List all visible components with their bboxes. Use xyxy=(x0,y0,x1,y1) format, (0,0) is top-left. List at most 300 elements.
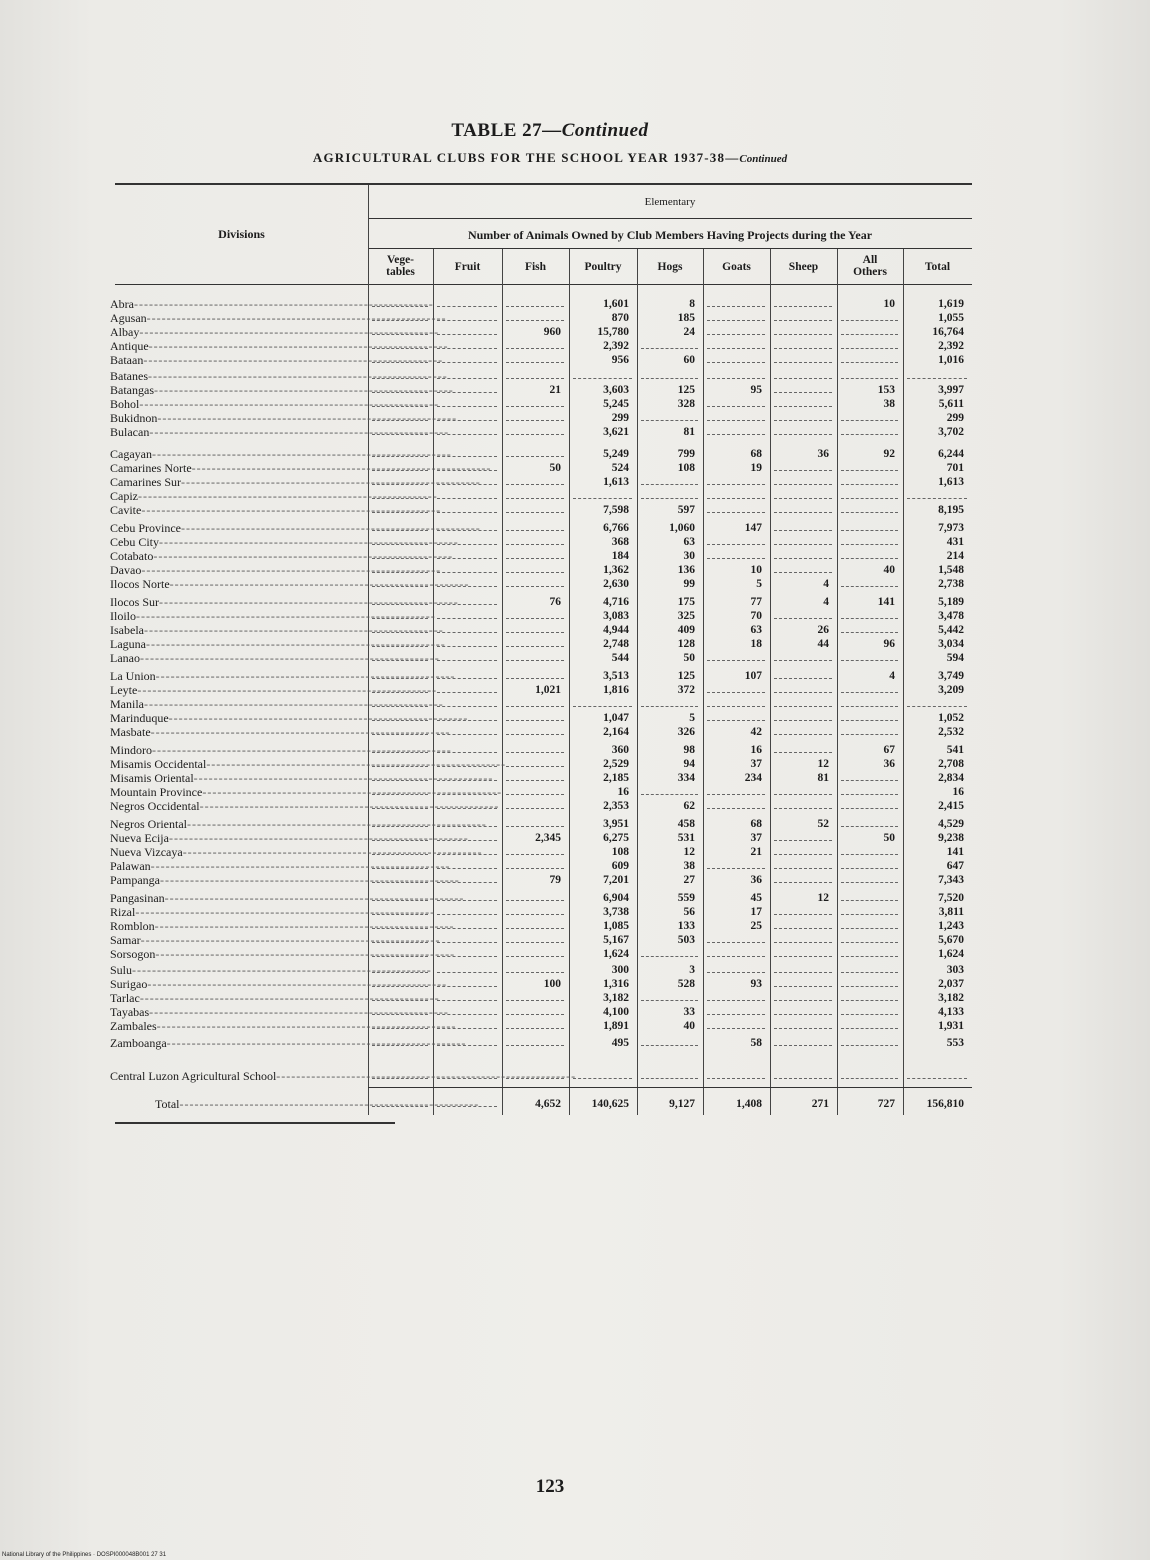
empty-cell-dash xyxy=(774,734,832,735)
data-cell: 325 xyxy=(677,610,695,622)
empty-cell-dash xyxy=(841,618,898,619)
empty-cell-dash xyxy=(437,826,497,827)
empty-cell-dash xyxy=(372,766,428,767)
empty-cell-dash xyxy=(372,348,428,349)
empty-cell-dash xyxy=(437,306,497,307)
division-name: Iloilo xyxy=(110,609,136,623)
data-cell: 1,055 xyxy=(938,312,964,324)
data-cell: 495 xyxy=(611,1037,629,1049)
division-label xyxy=(110,521,481,535)
data-cell: 300 xyxy=(611,964,629,976)
division-label xyxy=(110,651,440,665)
empty-cell-dash xyxy=(506,826,564,827)
empty-cell-dash xyxy=(372,972,428,973)
empty-cell-dash xyxy=(907,706,967,707)
empty-cell-dash xyxy=(437,780,497,781)
empty-cell-dash xyxy=(437,1106,497,1107)
empty-cell-dash xyxy=(372,660,428,661)
empty-cell-dash xyxy=(707,1014,765,1015)
division-label xyxy=(110,947,456,961)
data-cell: 141 xyxy=(877,596,895,608)
leader-dots: ------------------------------------------------------------ xyxy=(143,353,444,367)
column-header: All Others xyxy=(853,254,887,278)
empty-cell-dash xyxy=(774,320,832,321)
division-name: Negros Oriental xyxy=(110,817,187,831)
data-cell: 1,052 xyxy=(938,712,964,724)
empty-cell-dash xyxy=(774,558,832,559)
empty-cell-dash xyxy=(774,928,832,929)
empty-cell-dash xyxy=(774,972,832,973)
division-label xyxy=(110,1005,449,1019)
empty-cell-dash xyxy=(506,586,564,587)
empty-cell-dash xyxy=(841,1045,898,1046)
data-cell: 96 xyxy=(883,638,895,650)
empty-cell-dash xyxy=(437,900,497,901)
empty-cell-dash xyxy=(372,868,428,869)
data-cell: 30 xyxy=(683,550,695,562)
division-name: Sorsogon xyxy=(110,947,156,961)
empty-cell-dash xyxy=(774,470,832,471)
division-label xyxy=(110,873,460,887)
empty-cell-dash xyxy=(437,498,497,499)
data-cell: 2,185 xyxy=(603,772,629,784)
empty-cell-dash xyxy=(841,348,898,349)
data-cell: 7,973 xyxy=(938,522,964,534)
empty-cell-dash xyxy=(372,362,428,363)
division-name: Marinduque xyxy=(110,711,169,725)
column-header: Total xyxy=(924,261,951,273)
data-cell: 95 xyxy=(750,384,762,396)
leader-dots: ------------------------------------------------------------ xyxy=(181,475,481,489)
data-cell: 1,021 xyxy=(535,684,561,696)
empty-cell-dash xyxy=(437,678,497,679)
page-number: 123 xyxy=(535,1476,565,1497)
division-label xyxy=(110,859,451,873)
empty-cell-dash xyxy=(774,1000,832,1001)
division-label xyxy=(110,1097,480,1111)
empty-cell-dash xyxy=(437,646,497,647)
division-name: Nueva Ecija xyxy=(110,831,169,845)
empty-cell-dash xyxy=(774,434,832,435)
data-cell: 79 xyxy=(549,874,561,886)
empty-cell-dash xyxy=(437,794,497,795)
division-name: Zamboanga xyxy=(110,1036,167,1050)
empty-cell-dash xyxy=(372,752,428,753)
empty-cell-dash xyxy=(372,826,428,827)
empty-cell-dash xyxy=(372,484,428,485)
empty-cell-dash xyxy=(774,530,832,531)
footer-credit: National Library of the Philippines · DOSPI000048B001 27 31 xyxy=(2,1552,167,1558)
data-cell: 1,060 xyxy=(669,522,695,534)
empty-cell-dash xyxy=(841,808,898,809)
empty-cell-dash xyxy=(372,692,428,693)
empty-cell-dash xyxy=(841,632,898,633)
leader-dots: ------------------------------------------------------------ xyxy=(151,447,452,461)
division-label xyxy=(110,411,458,425)
empty-cell-dash xyxy=(841,868,898,869)
division-label xyxy=(110,743,452,757)
data-cell: 92 xyxy=(883,448,895,460)
data-cell: 12 xyxy=(683,846,695,858)
data-cell: 38 xyxy=(683,860,695,872)
data-cell: 175 xyxy=(677,596,695,608)
data-cell: 1,016 xyxy=(938,354,964,366)
column-header: Fish xyxy=(524,261,547,273)
empty-cell-dash xyxy=(907,378,967,379)
data-cell: 100 xyxy=(543,978,561,990)
data-cell: 4,529 xyxy=(938,818,964,830)
division-name: Cagayan xyxy=(110,447,152,461)
empty-cell-dash xyxy=(506,1028,564,1029)
leader-dots: ------------------------------------------------------------ xyxy=(149,1005,449,1019)
data-cell: 2,708 xyxy=(938,758,964,770)
empty-cell-dash xyxy=(372,572,428,573)
division-label xyxy=(110,977,448,991)
division-label xyxy=(110,563,442,577)
empty-cell-dash xyxy=(506,1014,564,1015)
empty-cell-dash xyxy=(372,586,428,587)
empty-cell-dash xyxy=(437,752,497,753)
leader-dots: ------------------------------------------------------------ xyxy=(168,831,469,845)
empty-cell-dash xyxy=(372,808,428,809)
data-cell: 3 xyxy=(689,964,695,976)
empty-cell-dash xyxy=(437,348,497,349)
data-cell: 156,810 xyxy=(926,1098,964,1110)
division-name: Misamis Oriental xyxy=(110,771,194,785)
empty-cell-dash xyxy=(774,986,832,987)
data-cell: 2,353 xyxy=(603,800,629,812)
division-label xyxy=(110,549,454,563)
empty-cell-dash xyxy=(774,572,832,573)
leader-dots: ------------------------------------------------------------ xyxy=(179,1097,480,1111)
empty-cell-dash xyxy=(707,706,765,707)
empty-cell-dash xyxy=(437,406,497,407)
data-cell: 1,931 xyxy=(938,1020,964,1032)
empty-cell-dash xyxy=(506,306,564,307)
division-label xyxy=(110,447,452,461)
data-cell: 597 xyxy=(677,504,695,516)
empty-cell-dash xyxy=(774,868,832,869)
empty-cell-dash xyxy=(841,956,898,957)
column-header: Sheep xyxy=(788,261,819,273)
empty-cell-dash xyxy=(774,660,832,661)
data-cell: 528 xyxy=(677,978,695,990)
empty-cell-dash xyxy=(506,420,564,421)
empty-cell-dash xyxy=(372,1014,428,1015)
data-cell: 16 xyxy=(750,744,762,756)
empty-cell-dash xyxy=(437,334,497,335)
empty-cell-dash xyxy=(506,618,564,619)
empty-cell-dash xyxy=(707,720,765,721)
empty-cell-dash xyxy=(707,498,765,499)
data-cell: 3,997 xyxy=(938,384,964,396)
empty-cell-dash xyxy=(506,632,564,633)
empty-cell-dash xyxy=(573,1078,632,1079)
division-name: Samar xyxy=(110,933,141,947)
empty-cell-dash xyxy=(841,512,898,513)
data-cell: 153 xyxy=(877,384,895,396)
empty-cell-dash xyxy=(372,558,428,559)
leader-dots: ------------------------------------------------------------ xyxy=(145,637,446,651)
empty-cell-dash xyxy=(506,646,564,647)
empty-cell-dash xyxy=(372,914,428,915)
leader-dots: ------------------------------------------------------------ xyxy=(202,785,503,799)
data-cell: 68 xyxy=(750,818,762,830)
data-cell: 431 xyxy=(946,536,964,548)
division-name: Cebu Province xyxy=(110,521,181,535)
division-name: Capiz xyxy=(110,489,138,503)
empty-cell-dash xyxy=(437,572,497,573)
division-label xyxy=(110,637,446,651)
empty-cell-dash xyxy=(841,530,898,531)
empty-cell-dash xyxy=(506,434,564,435)
empty-cell-dash xyxy=(506,484,564,485)
leader-dots: ------------------------------------------------------------ xyxy=(199,799,500,813)
empty-cell-dash xyxy=(841,586,898,587)
data-cell: 956 xyxy=(611,354,629,366)
data-cell: 458 xyxy=(677,818,695,830)
data-cell: 4,652 xyxy=(535,1098,561,1110)
empty-cell-dash xyxy=(841,706,898,707)
data-cell: 2,532 xyxy=(938,726,964,738)
division-name: Negros Occidental xyxy=(110,799,200,813)
empty-cell-dash xyxy=(641,1078,698,1079)
leader-dots: ------------------------------------------------------------ xyxy=(181,521,481,535)
leader-dots: ------------------------------------------------------------ xyxy=(193,771,494,785)
data-cell: 544 xyxy=(611,652,629,664)
data-cell: 125 xyxy=(677,384,695,396)
data-cell: 76 xyxy=(549,596,561,608)
leader-dots: ------------------------------------------------------------ xyxy=(191,461,492,475)
column-header: Vege- tables xyxy=(386,254,415,278)
data-cell: 40 xyxy=(683,1020,695,1032)
data-cell: 56 xyxy=(683,906,695,918)
data-cell: 21 xyxy=(750,846,762,858)
empty-cell-dash xyxy=(841,734,898,735)
data-cell: 3,083 xyxy=(603,610,629,622)
empty-cell-dash xyxy=(841,470,898,471)
data-cell: 2,392 xyxy=(603,340,629,352)
data-cell: 531 xyxy=(677,832,695,844)
empty-cell-dash xyxy=(707,808,765,809)
data-cell: 99 xyxy=(683,578,695,590)
data-cell: 2,037 xyxy=(938,978,964,990)
data-cell: 125 xyxy=(677,670,695,682)
empty-cell-dash xyxy=(372,512,428,513)
data-cell: 727 xyxy=(877,1098,895,1110)
empty-cell-dash xyxy=(372,1045,428,1046)
empty-cell-dash xyxy=(774,840,832,841)
data-cell: 1,047 xyxy=(603,712,629,724)
division-name: Bataan xyxy=(110,353,144,367)
empty-cell-dash xyxy=(841,942,898,943)
data-cell: 372 xyxy=(677,684,695,696)
empty-cell-dash xyxy=(774,1045,832,1046)
data-cell: 5,611 xyxy=(938,398,964,410)
empty-cell-dash xyxy=(437,1014,497,1015)
division-label xyxy=(110,609,436,623)
empty-cell-dash xyxy=(774,618,832,619)
leader-dots: ------------------------------------------------------------ xyxy=(148,369,448,383)
leader-dots: ------------------------------------------------------------ xyxy=(150,725,451,739)
empty-cell-dash xyxy=(437,928,497,929)
empty-cell-dash xyxy=(707,868,765,869)
empty-cell-dash xyxy=(372,320,428,321)
empty-cell-dash xyxy=(437,1078,497,1079)
data-cell: 7,598 xyxy=(603,504,629,516)
empty-cell-dash xyxy=(841,362,898,363)
empty-cell-dash xyxy=(907,498,967,499)
empty-cell-dash xyxy=(707,512,765,513)
data-cell: 63 xyxy=(683,536,695,548)
empty-cell-dash xyxy=(372,456,428,457)
division-label xyxy=(110,891,465,905)
data-cell: 81 xyxy=(817,772,829,784)
data-cell: 50 xyxy=(549,462,561,474)
empty-cell-dash xyxy=(841,692,898,693)
top-rule xyxy=(115,183,972,185)
empty-cell-dash xyxy=(506,914,564,915)
division-label xyxy=(110,919,455,933)
data-cell: 63 xyxy=(750,624,762,636)
elementary-header: Elementary xyxy=(644,196,696,208)
data-cell: 98 xyxy=(683,744,695,756)
divisions-header: Divisions xyxy=(218,227,265,241)
data-cell: 8 xyxy=(689,298,695,310)
empty-cell-dash xyxy=(372,1000,428,1001)
data-cell: 19 xyxy=(750,462,762,474)
empty-cell-dash xyxy=(707,1028,765,1029)
data-cell: 5,167 xyxy=(603,934,629,946)
empty-cell-dash xyxy=(506,808,564,809)
division-label xyxy=(110,425,450,439)
empty-cell-dash xyxy=(573,378,632,379)
empty-cell-dash xyxy=(774,544,832,545)
empty-cell-dash xyxy=(506,362,564,363)
data-cell: 409 xyxy=(677,624,695,636)
division-label xyxy=(110,683,438,697)
data-cell: 12 xyxy=(817,758,829,770)
data-cell: 3,034 xyxy=(938,638,964,650)
data-cell: 15,780 xyxy=(597,326,629,338)
empty-cell-dash xyxy=(506,1045,564,1046)
data-cell: 1,619 xyxy=(938,298,964,310)
empty-cell-dash xyxy=(774,306,832,307)
empty-cell-dash xyxy=(506,956,564,957)
data-cell: 3,811 xyxy=(938,906,964,918)
data-cell: 214 xyxy=(946,550,964,562)
data-cell: 60 xyxy=(683,354,695,366)
empty-cell-dash xyxy=(707,334,765,335)
data-cell: 37 xyxy=(750,758,762,770)
data-cell: 17 xyxy=(750,906,762,918)
data-cell: 94 xyxy=(683,758,695,770)
empty-cell-dash xyxy=(774,942,832,943)
empty-cell-dash xyxy=(437,720,497,721)
data-cell: 93 xyxy=(750,978,762,990)
empty-cell-dash xyxy=(774,420,832,421)
division-label xyxy=(110,725,451,739)
empty-cell-dash xyxy=(641,1000,698,1001)
empty-cell-dash xyxy=(774,794,832,795)
empty-cell-dash xyxy=(641,956,698,957)
empty-cell-dash xyxy=(841,558,898,559)
division-label xyxy=(110,595,459,609)
data-cell: 27 xyxy=(683,874,695,886)
division-label xyxy=(110,577,470,591)
empty-cell-dash xyxy=(437,882,497,883)
data-cell: 7,201 xyxy=(603,874,629,886)
empty-cell-dash xyxy=(437,362,497,363)
empty-cell-dash xyxy=(841,882,898,883)
leader-dots: ------------------------------------------------------------ xyxy=(155,669,456,683)
empty-cell-dash xyxy=(841,720,898,721)
leader-dots: ------------------------------------------------------------ xyxy=(143,623,444,637)
empty-cell-dash xyxy=(506,972,564,973)
data-cell: 5 xyxy=(689,712,695,724)
empty-cell-dash xyxy=(841,1028,898,1029)
division-name: Tarlac xyxy=(110,991,140,1005)
empty-cell-dash xyxy=(774,882,832,883)
data-cell: 303 xyxy=(946,964,964,976)
division-label xyxy=(110,799,500,813)
division-label xyxy=(110,991,440,1005)
empty-cell-dash xyxy=(841,854,898,855)
data-cell: 37 xyxy=(750,832,762,844)
data-cell: 16 xyxy=(617,786,629,798)
data-cell: 24 xyxy=(683,326,695,338)
empty-cell-dash xyxy=(774,720,832,721)
data-cell: 5 xyxy=(756,578,762,590)
leader-dots: ------------------------------------------------------------ xyxy=(154,919,455,933)
division-name: Palawan xyxy=(110,859,151,873)
data-cell: 141 xyxy=(946,846,964,858)
empty-cell-dash xyxy=(437,392,497,393)
division-label xyxy=(110,933,441,947)
division-name: Pampanga xyxy=(110,873,160,887)
division-name: Masbate xyxy=(110,725,151,739)
division-label xyxy=(110,475,481,489)
division-name: Central Luzon Agricultural School xyxy=(110,1069,277,1083)
division-label xyxy=(110,1069,577,1083)
empty-cell-dash xyxy=(372,900,428,901)
data-cell: 271 xyxy=(811,1098,829,1110)
data-cell: 81 xyxy=(683,426,695,438)
empty-cell-dash xyxy=(372,986,428,987)
data-cell: 42 xyxy=(750,726,762,738)
empty-cell-dash xyxy=(372,1078,428,1079)
empty-cell-dash xyxy=(774,362,832,363)
division-label xyxy=(110,1036,467,1050)
data-cell: 5,670 xyxy=(938,934,964,946)
division-name: Abra xyxy=(110,297,134,311)
data-cell: 5,189 xyxy=(938,596,964,608)
column-divider xyxy=(770,249,771,1115)
leader-dots: ------------------------------------------------------------ xyxy=(139,325,440,339)
leader-dots: ------------------------------------------------------------ xyxy=(135,905,436,919)
empty-cell-dash xyxy=(506,706,564,707)
data-cell: 326 xyxy=(677,726,695,738)
data-cell: 1,891 xyxy=(603,1020,629,1032)
empty-cell-dash xyxy=(506,868,564,869)
division-name: Laguna xyxy=(110,637,146,651)
data-cell: 68 xyxy=(750,448,762,460)
data-cell: 21 xyxy=(549,384,561,396)
division-name: Ilocos Norte xyxy=(110,577,170,591)
empty-cell-dash xyxy=(437,956,497,957)
empty-cell-dash xyxy=(707,692,765,693)
empty-cell-dash xyxy=(437,530,497,531)
